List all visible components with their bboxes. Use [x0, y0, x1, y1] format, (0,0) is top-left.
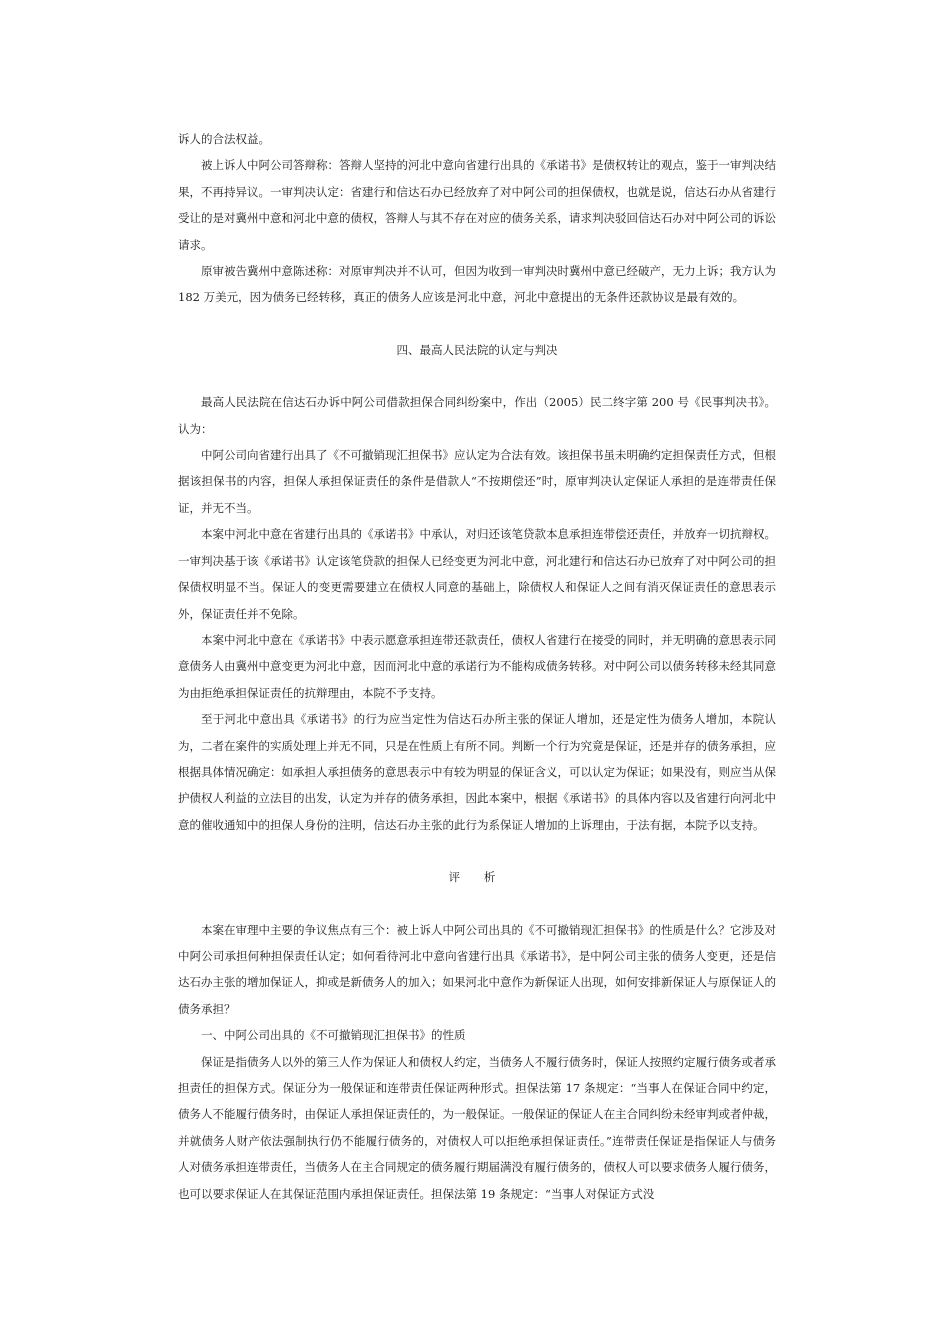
paragraph-court-finding-2: 本案中河北中意在省建行出具的《承诺书》中承认，对归还该笔贷款本息承担连带偿还责任，并放弃一切抗辩权。一审判决基于该《承诺书》认定该笔贷款的担保人已经变更为河北中意，河北建行和信达石办已放弃了对中阿公司的担保债权明显不当。保证人的变更需要建立在债权人同意的基础上，除债权人和保证人之间有消灭保证责任的意思表示外，保证责任并不免除。: [178, 527, 776, 621]
document-page: [178, 126, 776, 1207]
section-heading-court-ruling: 四、最高人民法院的认定与判决: [396, 342, 558, 357]
section-heading-analysis: 评 析: [448, 870, 506, 885]
paragraph-court-intro: 最高人民法院在信达石办诉中阿公司借款担保合同纠纷案中，作出（2005）民二终字第 200 号《民事判决书》。认为：: [178, 395, 776, 436]
paragraph-original-defendant: 原审被告冀州中意陈述称：对原审判决并不认可，但因为收到一审判决时冀州中意已经破产，无力上诉；我方认为 182 万美元，因为债务已经转移，真正的债务人应该是河北中意，河北中意提出的无条件还款协议是最有效的。: [178, 264, 776, 305]
paragraph-appellee-response: 被上诉人中阿公司答辩称：答辩人坚持的河北中意向省建行出具的《承诺书》是债权转让的观点，鉴于一审判决结果，不再持异议。一审判决认定：省建行和信达石办已经放弃了对中阿公司的担保债权，也就是说，信达石办从省建行受让的是对冀州中意和河北中意的债权，答辩人与其不存在对应的债务关系，请求判决驳回信达石办对中阿公司的诉讼请求。: [178, 158, 776, 252]
paragraph-analysis-subheading: 一、中阿公司出具的《不可撤销现汇担保书》的性质: [201, 1028, 466, 1043]
paragraph-analysis-issues: 本案在审理中主要的争议焦点有三个：被上诉人中阿公司出具的《不可撤销现汇担保书》的性质是什么？它涉及对中阿公司承担何种担保责任认定；如何看待河北中意向省建行出具《承诺书》，是中阿公司主张的债务人变更，还是信达石办主张的增加保证人，抑或是新债务人的加入；如果河北中意作为新保证人出现，如何安排新保证人与原保证人的债务承担？: [178, 922, 776, 1016]
paragraph-court-finding-4: 至于河北中意出具《承诺书》的行为应当定性为信达石办所主张的保证人增加，还是定性为债务人增加，本院认为，二者在案件的实质处理上并无不同，只是在性质上有所不同。判断一个行为究竟是保证，还是并存的债务承担，应根据具体情况确定：如承担人承担债务的意思表示中有较为明显的保证含义，可以认定为保证；如果没有，则应当从保护债权人利益的立法目的出发，认定为并存的债务承担，因此本案中，根据《承诺书》的具体内容以及省建行向河北中意的催收通知中的担保人身份的注明，信达石办主张的此行为系保证人增加的上诉理由，于法有据，本院予以支持。: [178, 712, 776, 832]
paragraph-intro: 诉人的合法权益。: [178, 132, 270, 146]
paragraph-analysis-guarantee: 保证是指债务人以外的第三人作为保证人和债权人约定，当债务人不履行债务时，保证人按照约定履行债务或者承担责任的担保方式。保证分为一般保证和连带责任保证两种形式。担保法第 17 条规定：“当事人在保证合同中约定，债务人不能履行债务时，由保证人承担保证责任的，为一般保证。一般保证的保证人在主合同纠纷未经审判或者仲裁，并就债务人财产依法强制执行仍不能履行债务的，对债权人可以拒绝承担保证责任。”连带责任保证是指保证人与债务人对债务承担连带责任，当债务人在主合同规定的债务履行期届满没有履行债务的，债权人可以要求债务人履行债务，也可以要求保证人在其保证范围内承担保证责任。担保法第 19 条规定：“当事人对保证方式没: [178, 1054, 776, 1201]
paragraph-court-finding-3: 本案中河北中意在《承诺书》中表示愿意承担连带还款责任，债权人省建行在接受的同时，并无明确的意思表示同意债务人由冀州中意变更为河北中意，因而河北中意的承诺行为不能构成债务转移。对中阿公司以债务转移未经其同意为由拒绝承担保证责任的抗辩理由，本院不予支持。: [178, 632, 776, 700]
paragraph-court-finding-1: 中阿公司向省建行出具了《不可撤销现汇担保书》应认定为合法有效。该担保书虽未明确约定担保责任方式，但根据该担保书的内容，担保人承担保证责任的条件是借款人“不按期偿还”时，原审判决认定保证人承担的是连带责任保证，并无不当。: [178, 448, 776, 515]
